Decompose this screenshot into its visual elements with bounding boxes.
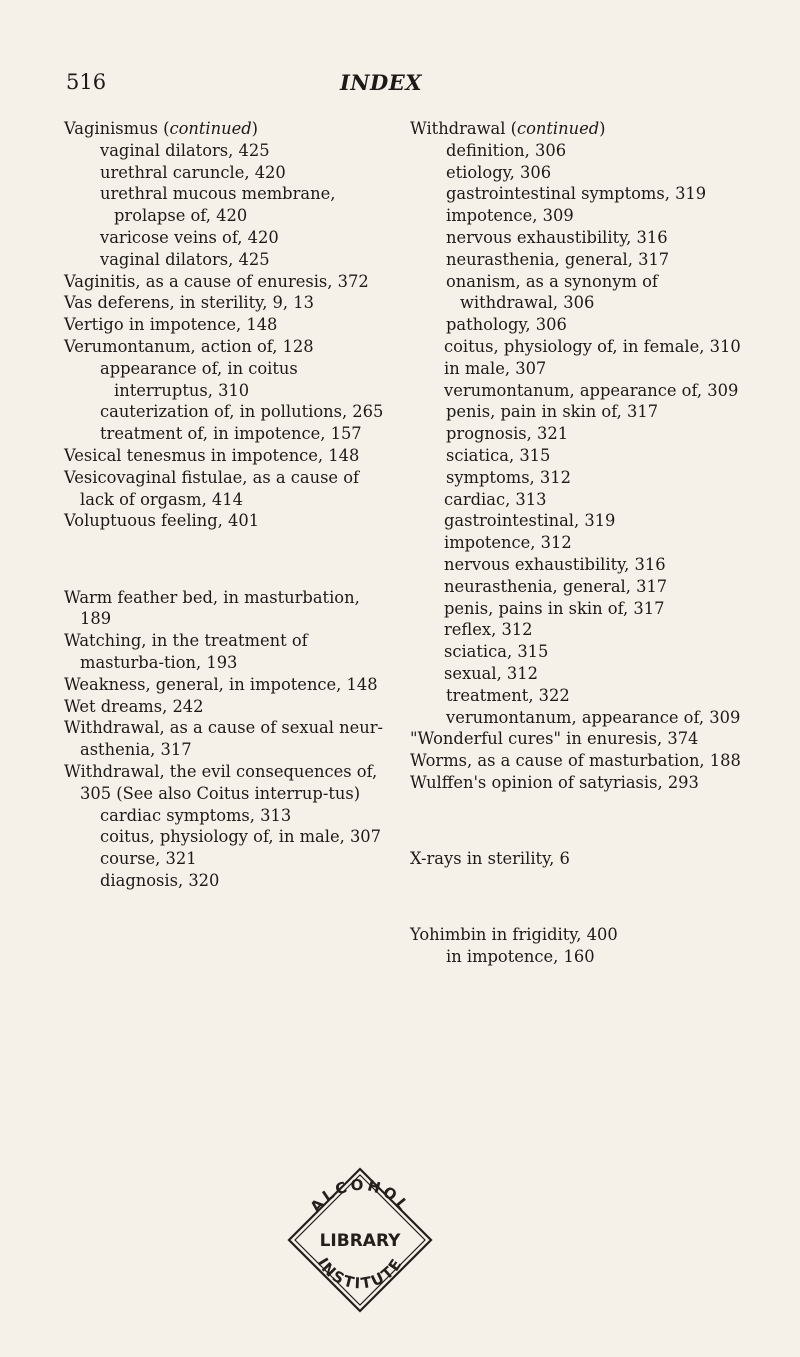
index-entry (410, 750, 745, 772)
index-subentry (64, 140, 384, 162)
index-column-right (410, 118, 745, 968)
entry-text: Withdrawal, as a cause of sexual neur-asthenia, 317 (64, 718, 384, 760)
running-head: INDEX (340, 70, 423, 95)
index-entry (64, 314, 384, 336)
entry-text: appearance of, in coitus interruptus, 310 (100, 358, 298, 400)
continued-label: continued (169, 119, 252, 138)
entry-text: Vertigo in impotence, 148 (64, 315, 278, 335)
entry-text: X-rays in sterility, 6 (410, 849, 570, 869)
index-subentry (410, 423, 745, 445)
entry-text: impotence, 312 (444, 533, 572, 553)
index-subentry (410, 271, 745, 315)
index-subentry (64, 183, 384, 227)
index-subentry (410, 641, 745, 663)
entry-text: coitus, physiology of, in female, 310 (444, 336, 741, 356)
entry-text: neurasthenia, general, 317 (446, 249, 670, 269)
entry-text: etiology, 306 (446, 162, 552, 182)
entry-gap (410, 810, 745, 832)
stamp-text-bottom: INSTITUTE (313, 1254, 407, 1293)
entry-gap (64, 548, 384, 570)
page-header (0, 70, 800, 100)
index-subentry (410, 314, 745, 336)
entry-text: neurasthenia, general, 317 (444, 576, 668, 596)
index-subentry (410, 489, 745, 511)
entry-text: nervous exhaustibility, 316 (446, 227, 668, 247)
index-entry (410, 848, 745, 870)
index-entry (64, 271, 384, 293)
entry-text: Weakness, general, in impotence, 148 (64, 674, 378, 694)
entry-text: in male, 307 (444, 358, 547, 378)
entry-text: treatment, 322 (446, 685, 570, 705)
entry-text: Vaginitis, as a cause of enuresis, 372 (64, 271, 369, 291)
index-subentry (410, 554, 745, 576)
index-entry (64, 761, 384, 805)
entry-text: Vesicovaginal fistulae, as a cause of lack of orgasm, 414 (64, 467, 360, 509)
entry-text: "Wonderful cures" in enuresis, 374 (410, 729, 699, 749)
entry-text: course, 321 (100, 849, 197, 869)
entry-text: Withdrawal ( (410, 119, 517, 138)
entry-text: Voluptuous feeling, 401 (64, 511, 260, 531)
entry-text: nervous exhaustibility, 316 (444, 554, 666, 574)
entry-text: Worms, as a cause of masturbation, 188 (410, 751, 741, 771)
entry-text: vaginal dilators, 425 (100, 249, 270, 269)
entry-text: impotence, 309 (446, 206, 574, 226)
entry-text: diagnosis, 320 (100, 870, 220, 890)
index-entry (410, 924, 745, 946)
entry-text: Vesical tenesmus in impotence, 148 (64, 445, 360, 465)
index-entry (64, 696, 384, 718)
index-subentry (64, 358, 384, 402)
index-subentry (410, 532, 745, 554)
entry-text: onanism, as a synonym of withdrawal, 306 (446, 271, 658, 313)
index-subentry (410, 619, 745, 641)
entry-text: Watching, in the treatment of masturba-tion, 193 (64, 631, 308, 672)
entry-text: prognosis, 321 (446, 424, 569, 444)
index-entry: Withdrawal (continued) (410, 119, 606, 138)
index-subentry (410, 380, 745, 402)
index-entry (64, 587, 384, 631)
index-subentry (410, 576, 745, 598)
index-subentry (64, 162, 384, 184)
entry-text: sexual, 312 (444, 663, 538, 683)
entry-text: definition, 306 (446, 140, 567, 160)
entry-text: pathology, 306 (446, 315, 567, 335)
index-subentry (64, 805, 384, 827)
index-subentry (410, 707, 745, 729)
entry-text: Withdrawal, the evil consequences of, 305 (See also Coitus interrup-tus) (64, 761, 378, 803)
stamp-text-top: ALCOHOL (306, 1175, 414, 1216)
index-subentry (64, 848, 384, 870)
entry-text: verumontanum, appearance of, 309 (444, 380, 739, 400)
entry-text: treatment of, in impotence, 157 (100, 424, 362, 444)
entry-text: cardiac, 313 (444, 489, 547, 509)
index-subentry (410, 183, 745, 205)
index-subentry (410, 162, 745, 184)
entry-text: Warm feather bed, in masturbation, 189 (64, 587, 360, 629)
index-entry (64, 630, 384, 674)
entry-gap (410, 886, 745, 908)
library-stamp (285, 1165, 435, 1315)
index-subentry (64, 227, 384, 249)
index-subentry (64, 249, 384, 271)
index-subentry (410, 946, 745, 968)
index-subentry (64, 870, 384, 892)
index-entry (64, 674, 384, 696)
entry-text: gastrointestinal symptoms, 319 (446, 184, 707, 204)
entry-text: penis, pains in skin of, 317 (444, 598, 665, 618)
index-subentry (410, 685, 745, 707)
index-entry (64, 510, 384, 532)
index-entry (64, 445, 384, 467)
index-entry (64, 717, 384, 761)
index-subentry (410, 336, 745, 358)
entry-text: Vas deferens, in sterility, 9, 13 (64, 293, 314, 313)
entry-text: varicose veins of, 420 (100, 227, 279, 247)
entry-text: urethral caruncle, 420 (100, 162, 286, 182)
index-subentry (410, 205, 745, 227)
index-entry (410, 772, 745, 794)
page-number: 516 (66, 70, 107, 94)
index-entry (64, 292, 384, 314)
entry-text: symptoms, 312 (446, 467, 571, 487)
entry-text: reflex, 312 (444, 620, 533, 640)
index-subentry (410, 467, 745, 489)
entry-text: gastrointestinal, 319 (444, 511, 616, 531)
stamp-text-center: LIBRARY (319, 1231, 401, 1251)
entry-text: Yohimbin in frigidity, 400 (410, 925, 618, 945)
entry-text: in impotence, 160 (446, 947, 595, 967)
index-subentry (410, 510, 745, 532)
entry-text: cauterization of, in pollutions, 265 (100, 402, 384, 422)
entry-text: vaginal dilators, 425 (100, 140, 270, 160)
index-column-left (64, 118, 384, 892)
entry-text: Verumontanum, action of, 128 (64, 336, 314, 356)
entry-text: penis, pain in skin of, 317 (446, 402, 659, 422)
index-entry: Vaginismus (continued) (64, 119, 259, 138)
entry-text: coitus, physiology of, in male, 307 (100, 827, 382, 847)
index-subentry (410, 445, 745, 467)
index-subentry (64, 423, 384, 445)
index-entry (64, 467, 384, 511)
entry-text: Vaginismus ( (64, 119, 170, 138)
index-subentry (410, 140, 745, 162)
index-entry (64, 336, 384, 358)
index-subentry (410, 598, 745, 620)
continued-label: continued (516, 119, 600, 138)
index-subentry (410, 358, 745, 380)
entry-text: urethral mucous membrane, prolapse of, 420 (100, 184, 336, 226)
entry-text: sciatica, 315 (446, 445, 551, 465)
entry-text: Wet dreams, 242 (64, 696, 204, 716)
index-subentry (410, 401, 745, 423)
index-subentry (64, 826, 384, 848)
index-subentry (410, 663, 745, 685)
index-subentry (410, 249, 745, 271)
entry-text: verumontanum, appearance of, 309 (446, 707, 741, 727)
index-subentry (64, 401, 384, 423)
index-entry (410, 728, 745, 750)
index-subentry (410, 227, 745, 249)
entry-text: sciatica, 315 (444, 642, 549, 662)
entry-text: cardiac symptoms, 313 (100, 805, 292, 825)
entry-text: Wulffen's opinion of satyriasis, 293 (410, 772, 699, 792)
